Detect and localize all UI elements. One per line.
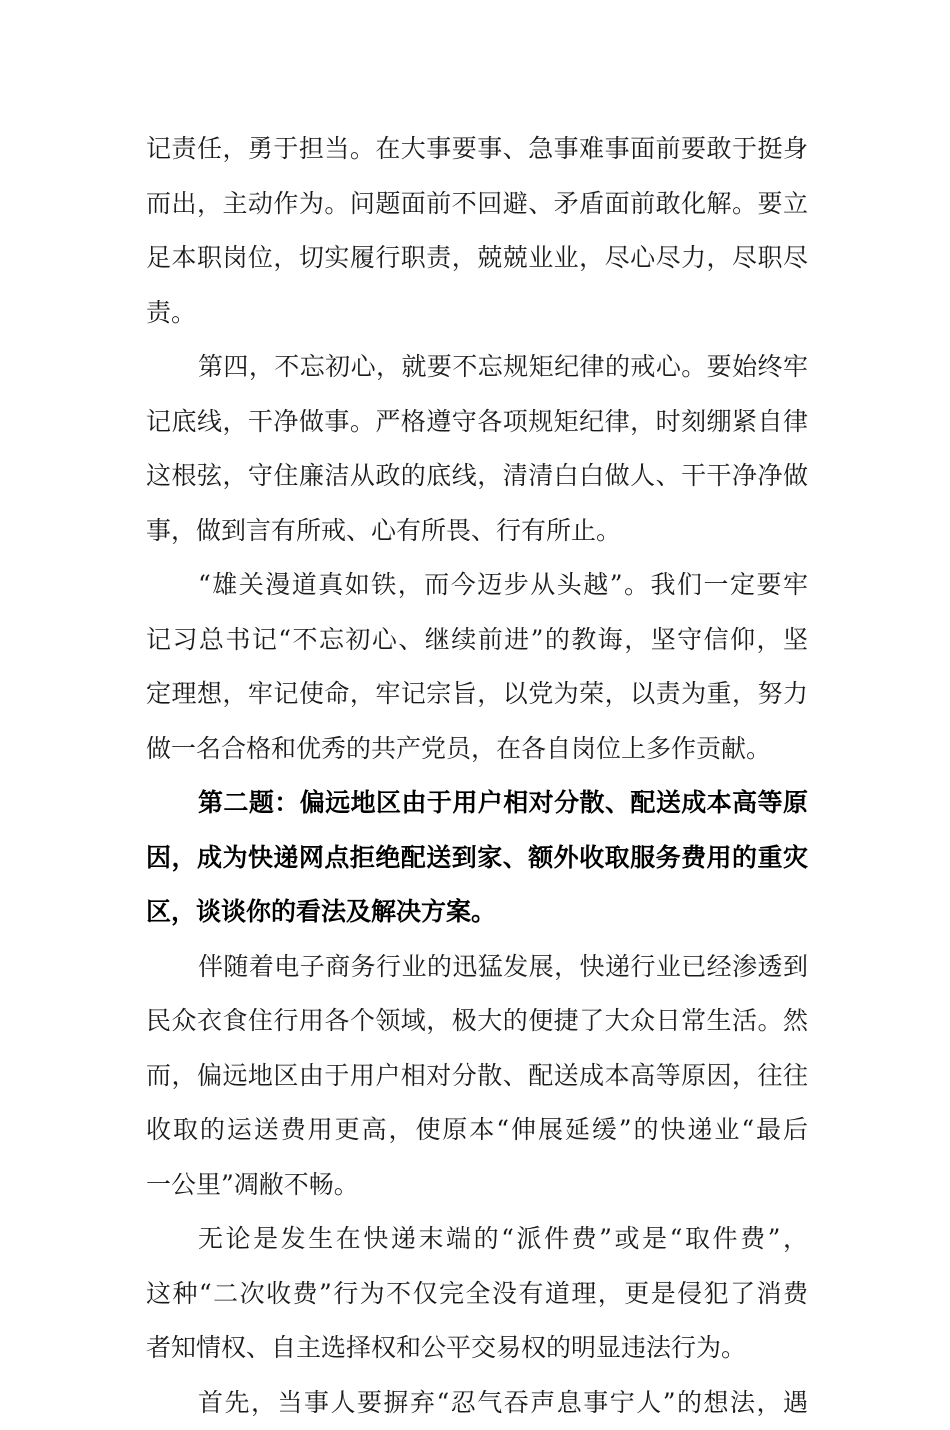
text-line: 者知情权、自主选择权和公平交易权的明显违法行为。: [146, 1321, 808, 1376]
paragraph-first-measure: [146, 1376, 808, 1430]
text-line: 这根弦，守住廉洁从政的底线，清清白白做人、干干净净做: [146, 449, 808, 504]
question-two-heading: [146, 776, 808, 940]
text-line: 收取的运送费用更高，使原本“伸展延缓”的快递业“最后: [146, 1103, 808, 1158]
text-line: 伴随着电子商务行业的迅猛发展，快递行业已经渗透到: [146, 940, 808, 995]
text-line: 责。: [146, 286, 808, 341]
text-line: 第四，不忘初心，就要不忘规矩纪律的戒心。要始终牢: [146, 340, 808, 395]
text-line: 事，做到言有所戒、心有所畏、行有所止。: [146, 504, 808, 559]
text-line: 定理想，牢记使命，牢记宗旨，以党为荣，以责为重，努力: [146, 667, 808, 722]
heading-line: 因，成为快递网点拒绝配送到家、额外收取服务费用的重灾: [146, 831, 808, 886]
text-line: 而出，主动作为。问题面前不回避、矛盾面前敢化解。要立: [146, 177, 808, 232]
text-line: 记责任，勇于担当。在大事要事、急事难事面前要敢于挺身: [146, 122, 808, 177]
paragraph-ecommerce: [146, 940, 808, 1213]
heading-line: 区，谈谈你的看法及解决方案。: [146, 885, 808, 940]
document-body: [146, 122, 808, 1430]
text-line: 一公里”凋敝不畅。: [146, 1158, 808, 1213]
text-line: 无论是发生在快递末端的“派件费”或是“取件费”，: [146, 1212, 808, 1267]
text-line: 而，偏远地区由于用户相对分散、配送成本高等原因，往往: [146, 1049, 808, 1104]
text-line: 这种“二次收费”行为不仅完全没有道理，更是侵犯了消费: [146, 1267, 808, 1322]
paragraph-extra-fees: [146, 1212, 808, 1376]
text-line: 民众衣食住行用各个领域，极大的便捷了大众日常生活。然: [146, 994, 808, 1049]
text-line: 做一名合格和优秀的共产党员，在各自岗位上多作贡献。: [146, 722, 808, 777]
text-line: 记习总书记“不忘初心、继续前进”的教诲，坚守信仰，坚: [146, 613, 808, 668]
text-line: 足本职岗位，切实履行职责，兢兢业业，尽心尽力，尽职尽: [146, 231, 808, 286]
paragraph-conclusion: [146, 558, 808, 776]
paragraph-responsibility: [146, 122, 808, 340]
text-line: 首先，当事人要摒弃“忍气吞声息事宁人”的想法，遇: [146, 1376, 808, 1430]
heading-line: 第二题：偏远地区由于用户相对分散、配送成本高等原: [146, 776, 808, 831]
text-line: “雄关漫道真如铁，而今迈步从头越”。我们一定要牢: [146, 558, 808, 613]
paragraph-fourth-point: [146, 340, 808, 558]
text-line: 记底线，干净做事。严格遵守各项规矩纪律，时刻绷紧自律: [146, 395, 808, 450]
